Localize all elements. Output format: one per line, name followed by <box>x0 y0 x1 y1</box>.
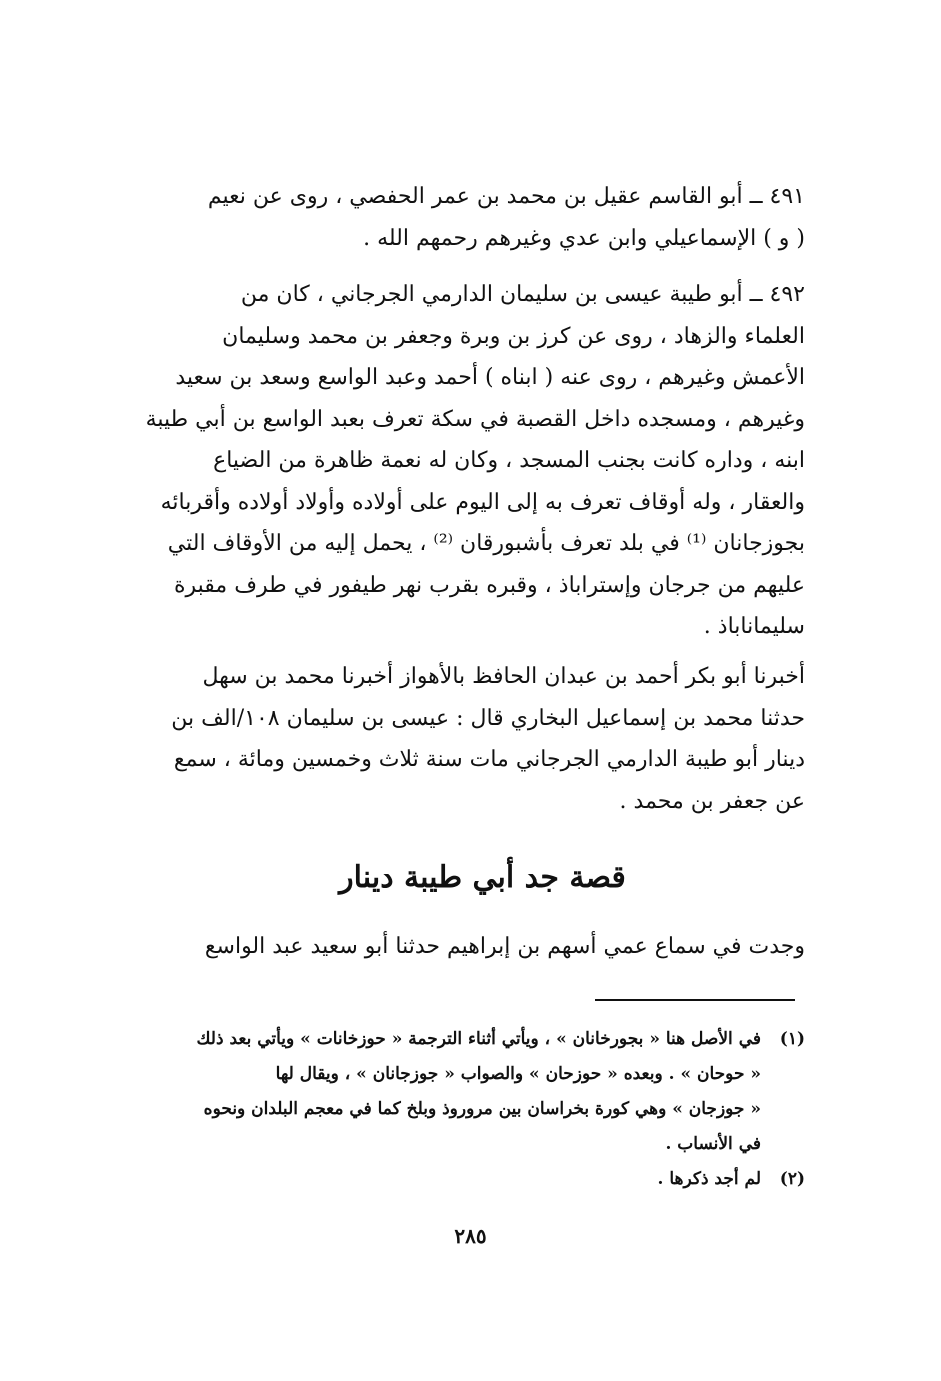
text-line: بجوزجانان ⁽¹⁾ في بلد تعرف بأشبورقان ⁽²⁾ ، يحمل إليه من الأوقاف التي <box>167 531 805 556</box>
text-line: أخبرنا أبو بكر أحمد بن عبدان الحافظ بالأهواز أخبرنا محمد بن سهل <box>202 664 805 689</box>
footnote-number: (١) <box>779 1029 805 1049</box>
footnote-line: لم أجد ذكرها . <box>657 1169 761 1189</box>
text-line: وغيرهم ، ومسجده داخل القصبة في سكة تعرف بعبد الواسع بن أبي طيبة <box>145 406 805 432</box>
isnad-paragraph <box>160 656 805 822</box>
footnotes <box>155 1022 805 1197</box>
footnote-line: في الأصل هنا « بجورخانان » ، ويأتي أثناء الترجمة « حوزخانات » ويأتي بعد ذلك <box>196 1029 761 1049</box>
text-line: ٤٩١ ــ أبو القاسم عقيل بن محمد بن عمر الحفصي ، روى عن نعيم <box>207 184 805 209</box>
footnote-2 <box>155 1162 805 1197</box>
text-line: عليهم من جرجان وإستراباذ ، وقبره بقرب نهر طيفور في طرف مقبرة <box>173 572 805 598</box>
footnote-text <box>155 1162 761 1197</box>
text-line: الأعمش وغيرهم ، روى عنه ( ابناه ) أحمد وعبد الواسع وسعد بن سعيد <box>175 365 805 390</box>
story-paragraph <box>160 926 805 968</box>
text-line: والعقار ، وله أوقاف تعرف به إلى اليوم على أولاده وأولاد أولاده وأقربائه <box>160 489 805 515</box>
text-line: ابنه ، وداره كانت بجنب المسجد ، وكان له نعمة ظاهرة من الضياع <box>213 448 805 473</box>
footnote-text <box>155 1022 761 1162</box>
text-line: ( و ) الإسماعيلي وابن عدي وغيرهم رحمهم الله . <box>363 225 805 251</box>
footnote-line: « حوحان » . وبعده « حوزحان » والصواب « جوزجانان » ، ويقال لها <box>275 1064 761 1084</box>
text-line: وجدت في سماع عمي أسهم بن إبراهيم حدثنا أبو سعيد عبد الواسع <box>204 934 805 959</box>
footnote-1 <box>155 1022 805 1162</box>
text-line: دينار أبو طيبة الدارمي الجرجاني مات سنة ثلاث وخمسين ومائة ، سمع <box>173 747 805 772</box>
footnote-separator <box>595 999 795 1001</box>
entry-491 <box>160 176 805 259</box>
text-line: سليماناباذ . <box>703 614 805 639</box>
footnote-line: في الأنساب . <box>665 1134 761 1154</box>
page-number: ٢٨٥ <box>454 1224 487 1248</box>
footnote-line: « جوزجان » وهي كورة بخراسان بين مروروذ وبلخ كما في معجم البلدان ونحوه <box>203 1099 761 1119</box>
text-line: ٤٩٢ ــ أبو طيبة عيسى بن سليمان الدارمي الجرجاني ، كان من <box>240 282 805 307</box>
footnote-number: (٢) <box>779 1169 805 1189</box>
text-line: حدثنا محمد بن إسماعيل البخاري قال : عيسى بن سليمان ١٠٨/الف بن <box>171 705 805 731</box>
section-heading: قصة جد أبي طيبة دينار <box>339 860 626 895</box>
text-line: العلماء والزهاد ، روى عن كرز بن وبرة وجعفر بن محمد وسليمان <box>222 323 805 349</box>
entry-492 <box>145 274 805 648</box>
text-line: عن جعفر بن محمد . <box>619 788 805 814</box>
